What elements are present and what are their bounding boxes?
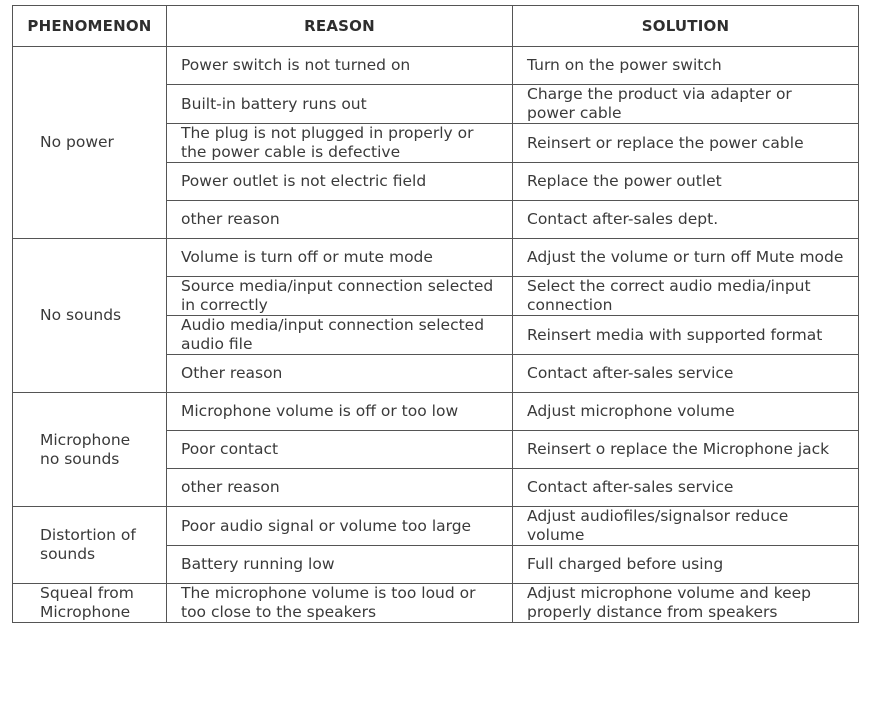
reason-cell: Volume is turn off or mute mode: [167, 239, 513, 277]
table-row: [13, 393, 859, 431]
solution-cell: Adjust microphone volume and keep properly distance from speakers: [513, 584, 859, 623]
solution-cell: Turn on the power switch: [513, 47, 859, 85]
table-row: [13, 584, 859, 623]
phenomenon-cell: Distortion of sounds: [13, 507, 167, 584]
reason-cell: Poor contact: [167, 431, 513, 469]
reason-cell: Poor audio signal or volume too large: [167, 507, 513, 546]
table-row: [13, 239, 859, 277]
solution-cell: Replace the power outlet: [513, 163, 859, 201]
reason-cell: The plug is not plugged in properly or the power cable is defective: [167, 124, 513, 163]
reason-cell: Power switch is not turned on: [167, 47, 513, 85]
phenomenon-cell: No power: [13, 47, 167, 239]
reason-cell: Built-in battery runs out: [167, 85, 513, 124]
table-row: [13, 507, 859, 546]
reason-cell: The microphone volume is too loud or too close to the speakers: [167, 584, 513, 623]
solution-cell: Full charged before using: [513, 546, 859, 584]
solution-cell: Contact after-sales service: [513, 469, 859, 507]
reason-cell: Microphone volume is off or too low: [167, 393, 513, 431]
solution-cell: Charge the product via adapter or power cable: [513, 85, 859, 124]
solution-cell: Reinsert or replace the power cable: [513, 124, 859, 163]
table-row: [13, 47, 859, 85]
troubleshooting-table: [12, 5, 859, 623]
solution-cell: Adjust microphone volume: [513, 393, 859, 431]
phenomenon-cell: Microphone no sounds: [13, 393, 167, 507]
phenomenon-cell: No sounds: [13, 239, 167, 393]
reason-cell: Other reason: [167, 355, 513, 393]
reason-cell: other reason: [167, 469, 513, 507]
header-solution: SOLUTION: [513, 6, 859, 47]
header-phenomenon: PHENOMENON: [13, 6, 167, 47]
solution-cell: Contact after-sales service: [513, 355, 859, 393]
phenomenon-cell: Squeal from Microphone: [13, 584, 167, 623]
solution-cell: Adjust the volume or turn off Mute mode: [513, 239, 859, 277]
reason-cell: Audio media/input connection selected audio file: [167, 316, 513, 355]
reason-cell: Battery running low: [167, 546, 513, 584]
solution-cell: Reinsert media with supported format: [513, 316, 859, 355]
solution-cell: Reinsert o replace the Microphone jack: [513, 431, 859, 469]
reason-cell: other reason: [167, 201, 513, 239]
solution-cell: Select the correct audio media/input connection: [513, 277, 859, 316]
header-row: [13, 6, 859, 47]
header-reason: REASON: [167, 6, 513, 47]
reason-cell: Power outlet is not electric field: [167, 163, 513, 201]
solution-cell: Contact after-sales dept.: [513, 201, 859, 239]
reason-cell: Source media/input connection selected in correctly: [167, 277, 513, 316]
solution-cell: Adjust audiofiles/signalsor reduce volume: [513, 507, 859, 546]
